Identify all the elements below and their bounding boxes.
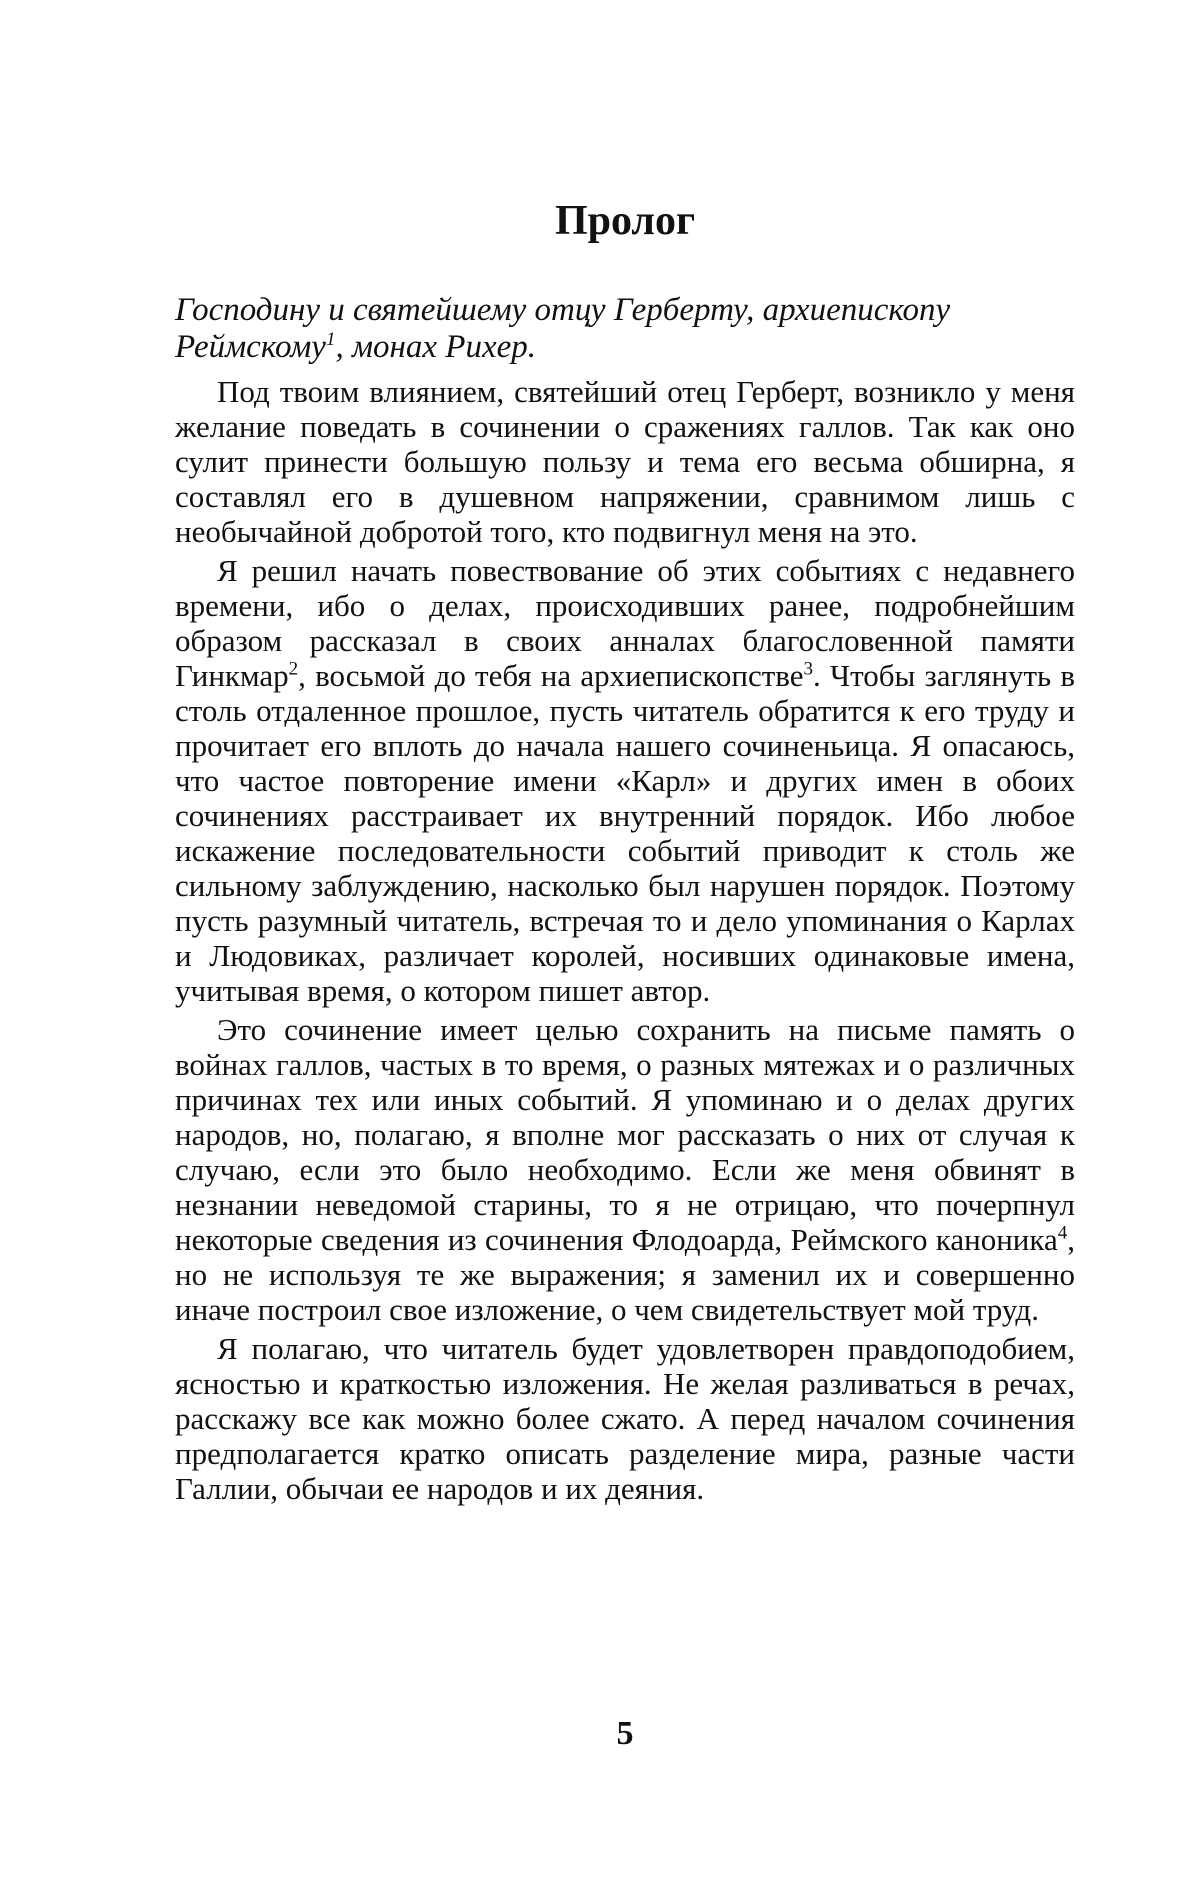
dedication	[175, 292, 1075, 366]
paragraph	[175, 553, 1075, 1008]
paragraph	[175, 1331, 1075, 1506]
paragraph-text: . Чтобы заглянуть в столь отдаленное прошлое, пусть читатель обратится к его труду и прочитает его вплоть до начала нашего сочиненьица. Я опасаюсь, что частое повторение имени «Карл» и других имен в обоих сочинениях расстраивает их внутренний порядок. Ибо любое искажение последовательности событий приводит к столь же сильному заблуждению, насколько был нарушен порядок. Поэтому пусть разумный читатель, встречая то и дело упоминания о Карлах и Людовиках, различает королей, носивших одинаковые имена, учитывая время, о котором пишет автор.	[175, 658, 1075, 1008]
paragraph-text: , но не используя те же выражения; я заменил их и совершенно иначе построил свое изложение, о чем свидетельствует мой труд.	[175, 1222, 1075, 1327]
paragraph-text: Я решил начать повествование об этих событиях с недавнего времени, ибо о делах, происходивших ранее, подробнейшим образом рассказал в своих анналах благословенной памяти Гинкмар	[175, 553, 1075, 693]
footnote-marker: 4	[1057, 1222, 1068, 1244]
footnote-marker: 1	[325, 329, 336, 350]
paragraph	[175, 1012, 1075, 1327]
footnote-marker: 2	[288, 658, 299, 680]
body-text	[175, 374, 1075, 1510]
dedication-text-end: , монах Рихер.	[335, 329, 536, 365]
footnote-marker: 3	[803, 658, 813, 680]
paragraph-text: , восьмой до тебя на архиепископстве	[298, 658, 804, 693]
chapter-title: Пролог	[554, 198, 696, 244]
dedication-text: Господину и святейшему отцу Герберту, архиепископу Реймскому	[175, 292, 951, 365]
page-number: 5	[616, 1715, 634, 1752]
paragraph	[175, 374, 1075, 549]
paragraph-text: Под твоим влиянием, святейший отец Герберт, возникло у меня желание поведать в сочинении о сражениях галлов. Так как оно сулит принести большую пользу и тема его весьма обширна, я составлял его в душевном напряжении, сравнимом лишь с необычайной добротой того, кто подвигнул меня на это.	[175, 374, 1075, 549]
book-page	[175, 0, 1075, 1880]
paragraph-text: Это сочинение имеет целью сохранить на письме память о войнах галлов, частых в то время, о разных мятежах и о различных причинах тех или иных событий. Я упоминаю и о делах других народов, но, полагаю, я вполне мог рассказать о них от случая к случаю, если это было необходимо. Если же меня обвинят в незнании неведомой старины, то я не отрицаю, что почерпнул некоторые сведения из сочинения Флодоарда, Реймского каноника	[175, 1012, 1075, 1257]
paragraph-text: Я полагаю, что читатель будет удовлетворен правдоподобием, ясностью и краткостью изложения. Не желая разливаться в речах, расскажу все как можно более сжато. А перед началом сочинения предполагается кратко описать разделение мира, разные части Галлии, обычаи ее народов и их деяния.	[175, 1331, 1075, 1506]
